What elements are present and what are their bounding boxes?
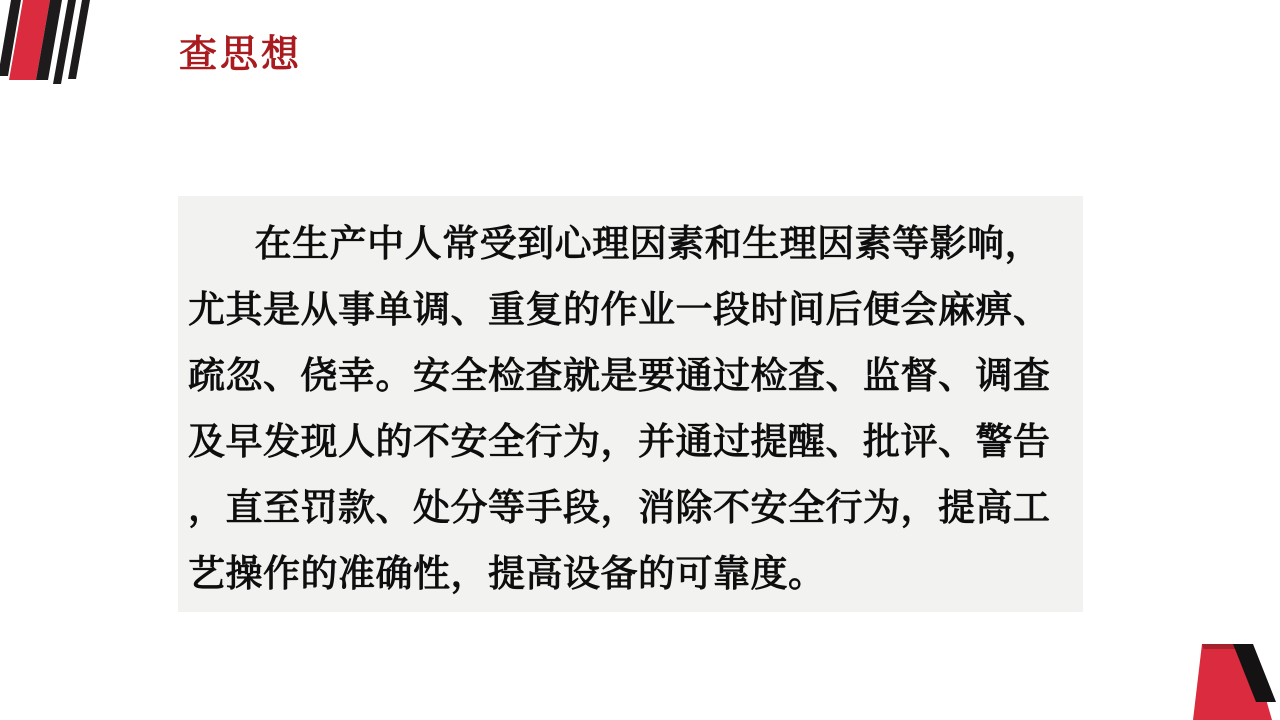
body-text-line: 艺操作的准确性，提高设备的可靠度。 [188, 553, 826, 594]
body-text-line: 及早发现人的不安全行为，并通过提醒、批评、警告 [188, 421, 1051, 462]
bottom-right-stripes-decoration [1180, 620, 1280, 720]
body-text-line: 尤其是从事单调、重复的作业一段时间后便会麻痹、 [188, 289, 1051, 330]
top-left-stripes-decoration [0, 0, 120, 90]
body-text-box [178, 196, 1083, 612]
slide-title: 查思想 [179, 34, 303, 76]
body-text-line: 在生产中人常受到心理因素和生理因素等影响， [254, 223, 1043, 264]
body-text-line: 疏忽、侥幸。安全检查就是要通过检查、监督、调查 [188, 355, 1051, 396]
body-text-line: ，直至罚款、处分等手段，消除不安全行为，提高工 [188, 487, 1051, 528]
